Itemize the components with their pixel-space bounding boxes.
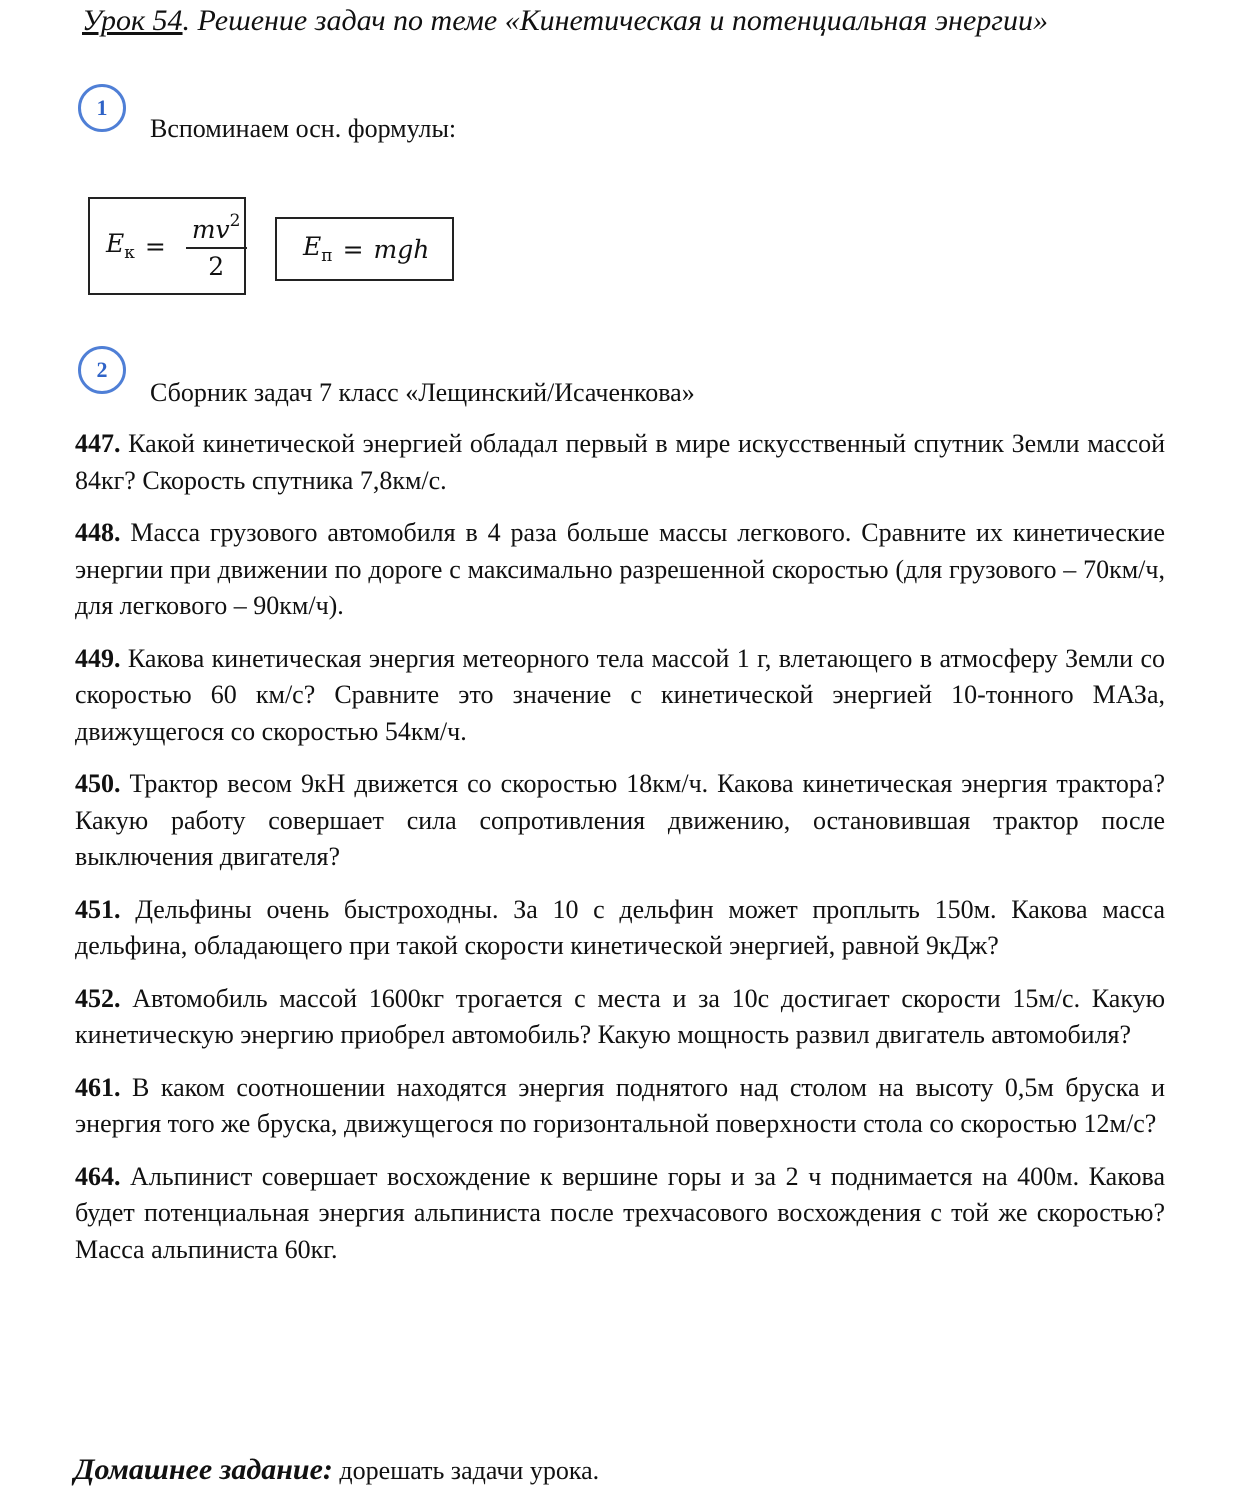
homework <box>74 1453 599 1487</box>
potential-equals: = <box>342 234 364 264</box>
problem-464: 464. Альпинист совершает восхождение к вершине горы и за 2 ч поднимается на 400м. Какова будет потенциальная энергия альпиниста после трехчасового восхождения с той же скоростью? Масса альпиниста 60кг. <box>75 1161 1165 1264</box>
problem-450: 450. Трактор весом 9кН движется со скоростью 18км/ч. Какова кинетическая энергия трактора? Какую работу совершает сила сопротивления движению, остановившая трактор после выключения двигателя? <box>75 769 1165 871</box>
problem-447: 447. Какой кинетической энергией обладал первый в мире искусственный спутник Земли массой 84кг? Скорость спутника 7,8км/с. <box>75 429 1165 495</box>
section-2-number-badge: 2 <box>78 346 126 394</box>
lesson-topic: . Решение задач по теме «Кинетическая и потенциальная энергии» <box>182 4 1048 37</box>
potential-lhs: $E_п$ <box>303 232 333 266</box>
section-1-number-badge: 1 <box>78 84 126 132</box>
potential-rhs: mgh <box>373 234 430 264</box>
kinetic-energy-formula <box>88 197 246 295</box>
problem-451: 451. Дельфины очень быстроходны. За 10 с дельфин может проплыть 150м. Какова масса дельфина, обладающего при такой скорости кинетической энергией, равной 9кДж? <box>75 894 1165 960</box>
kinetic-lhs: $E_к$ <box>106 229 135 263</box>
kinetic-fraction <box>186 211 247 281</box>
kinetic-denominator: 2 <box>208 252 225 281</box>
problem-list <box>75 426 1165 1284</box>
problem-448: 448. Масса грузового автомобиля в 4 раза больше массы легкового. Сравните их кинетические энергии при движении по дороге с максимально разрешенной скоростью (для грузового – 70км/ч, для легкового – 90км/ч). <box>75 518 1165 620</box>
section-2-label: Сборник задач 7 класс «Лещинский/Исаченкова» <box>150 378 695 407</box>
problem-449: 449. Какова кинетическая энергия метеорного тела массой 1 г, влетающего в атмосферу Земли со скоростью 60 км/с? Сравните это значение с кинетической энергией 10-тонного МАЗа, движущегося со скоростью 54км/ч. <box>75 643 1165 746</box>
potential-energy-formula <box>275 217 454 281</box>
problem-461: 461. В каком соотношении находятся энергия поднятого над столом на высоту 0,5м бруска и энергия того же бруска, движущегося по горизонтальной поверхности стола со скоростью 12м/с? <box>75 1072 1165 1138</box>
kinetic-numerator: $mv^2$ <box>186 211 247 249</box>
kinetic-equals: = <box>144 231 166 261</box>
section-1-label: Вспоминаем осн. формулы: <box>150 114 457 143</box>
problem-452: 452. Автомобиль массой 1600кг трогается с места и за 10с достигает скорости 15м/с. Какую кинетическую энергию приобрел автомобиль? Какую мощность развил двигатель автомобиля? <box>75 983 1165 1049</box>
lesson-number: Урок 54 <box>82 4 183 37</box>
homework-label: Домашнее задание: <box>74 1453 333 1486</box>
homework-text: дорешать задачи урока. <box>332 1456 600 1485</box>
page-title <box>82 4 1048 38</box>
